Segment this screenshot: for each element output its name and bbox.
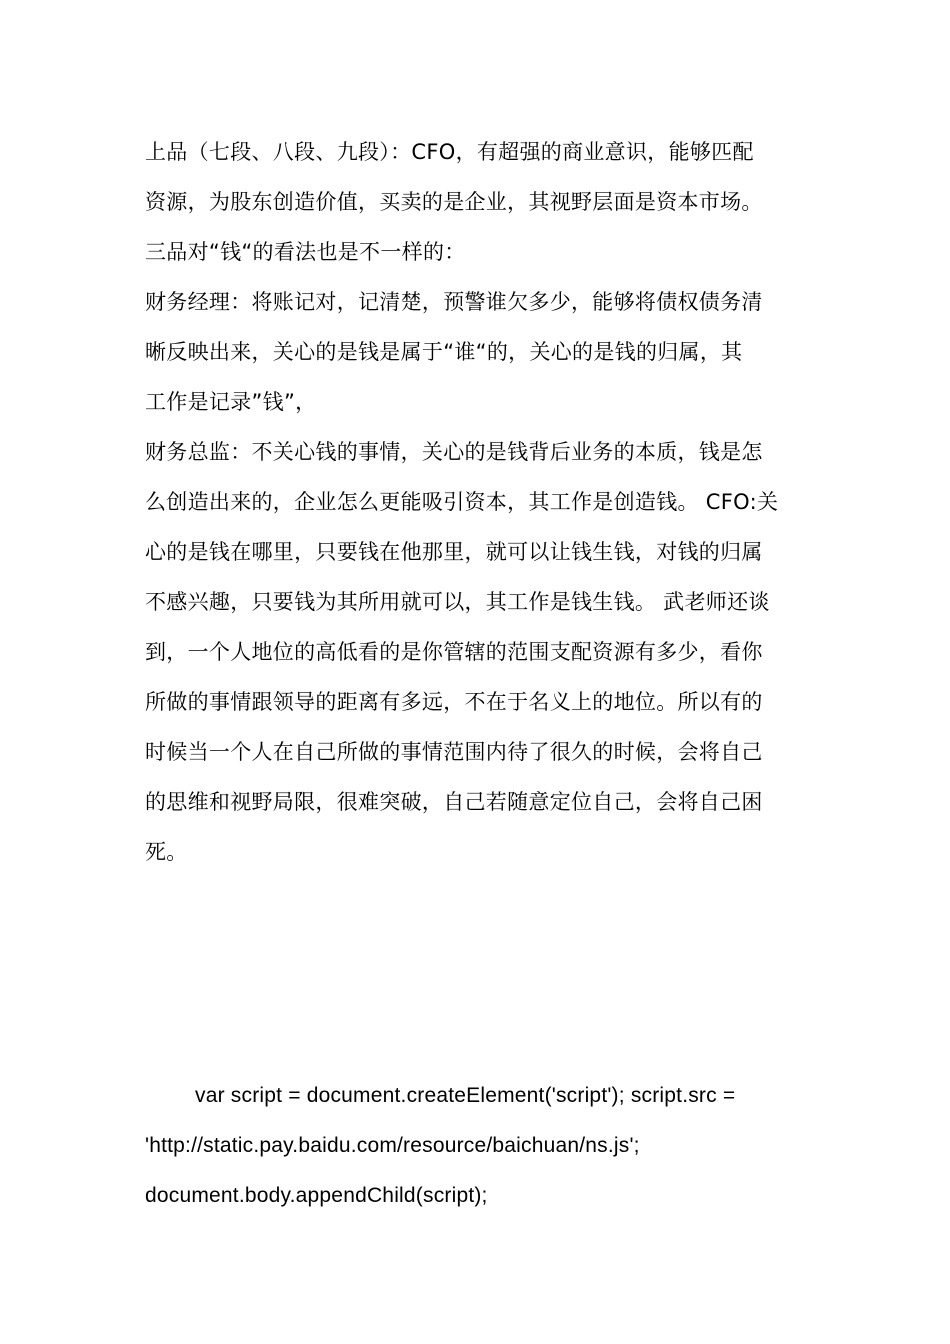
article-line: 不感兴趣，只要钱为其所用就可以，其工作是钱生钱。 武老师还谈 xyxy=(145,590,770,614)
article-line: 工作是记录”钱”， xyxy=(145,390,317,414)
article-body xyxy=(145,127,810,877)
article-line: 的思维和视野局限，很难突破，自己若随意定位自己，会将自己困 xyxy=(145,790,763,814)
script-line: 'http://static.pay.baidu.com/resource/baichuan/ns.js'; xyxy=(145,1134,640,1157)
article-line: 晰反映出来，关心的是钱是属于“谁“的，关心的是钱的归属，其 xyxy=(145,340,743,364)
article-line: 财务经理：将账记对，记清楚，预警谁欠多少，能够将债权债务清 xyxy=(145,290,763,314)
article-line: 么创造出来的，企业怎么更能吸引资本，其工作是创造钱。 CFO:关 xyxy=(145,490,779,514)
article-line: 财务总监：不关心钱的事情，关心的是钱背后业务的本质，钱是怎 xyxy=(145,440,763,464)
article-line: 死。 xyxy=(145,840,188,864)
script-line: var script = document.createElement('script'); script.src = xyxy=(195,1084,736,1107)
article-line: 时候当一个人在自己所做的事情范围内待了很久的时候，会将自己 xyxy=(145,740,763,764)
script-line: document.body.appendChild(script); xyxy=(145,1184,488,1207)
article-line: 所做的事情跟领导的距离有多远，不在于名义上的地位。所以有的 xyxy=(145,690,763,714)
article-line: 心的是钱在哪里，只要钱在他那里，就可以让钱生钱，对钱的归属 xyxy=(145,540,763,564)
article-line: 到，一个人地位的高低看的是你管辖的范围支配资源有多少，看你 xyxy=(145,640,763,664)
article-line: 上品（七段、八段、九段）：CFO，有超强的商业意识，能够匹配 xyxy=(145,140,754,164)
script-snippet xyxy=(145,1071,810,1221)
article-line: 三品对“钱“的看法也是不一样的： xyxy=(145,240,466,264)
article-line: 资源，为股东创造价值，买卖的是企业，其视野层面是资本市场。 xyxy=(145,190,763,214)
